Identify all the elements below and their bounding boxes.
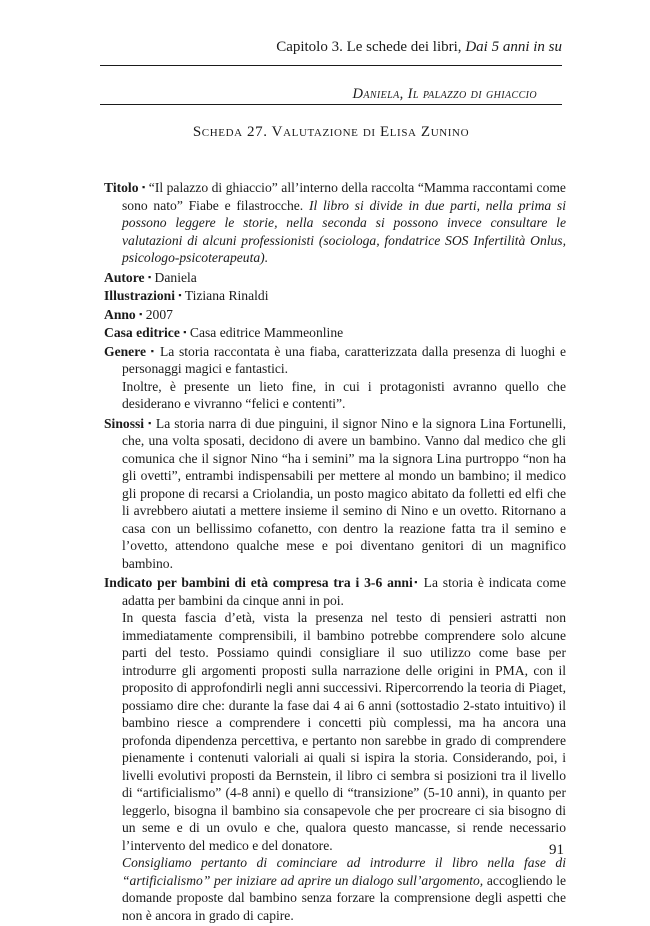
separator-bullet: ▪ <box>148 417 152 428</box>
entry-paragraph: In questa fascia d’età, vista la presenza nel testo di pensieri astratti non immediatamente comprensibili, il bambino potrebbe comprendere solo alcune parti del testo. Possiamo quindi consigliare il suo utilizzo come base per introdurre gli argomenti proposti sulla narrazione delle origini in PMA, con il proposito di approfondirli negli anni successivi. Ripercorrendo la teoria di Piaget, possiamo dire che: durante la fase dai 4 ai 6 anni (sottostadio 2-stato intuitivo) il bambino riesce a comprendere i concetti più complessi, ma ha ancora una profonda dipendenza percettiva, e pertanto non sarebbe in grado di comprendere pienamente i contenuti valoriali ai quali si ispira la storia. Considerando, poi, i livelli evolutivi proposti da Bernstein, il libro ci sembra si posizioni tra il livello di “artificialismo” (4-8 anni) e quello di “transizione” (5-10 anni), in quanto per leggerlo, bisogna il bambino sia consapevole che per procreare ci sia bisogno di un seme e di un ovulo e che, qualora questo mancasse, si rende necessario l’intervento del medico e del donatore. <box>122 610 566 853</box>
separator-bullet: ▪ <box>150 345 156 356</box>
card-title: Scheda 27. Valutazione di Elisa Zunino <box>192 124 470 140</box>
entry-text: 2007 <box>145 306 173 322</box>
book-title-rule <box>100 104 562 105</box>
entry-label: Titolo <box>104 180 139 195</box>
book-title: Daniela, Il palazzo di ghiaccio <box>352 86 537 102</box>
entry-paragraph-conclusion <box>122 854 566 924</box>
separator-bullet: ▪ <box>142 182 146 192</box>
entry-text: Tiziana Rinaldi <box>184 288 269 303</box>
entry-text-italic: Il libro si divide in due parti, nella prima si possono leggere le storie, nella seconda si possono invece consultare le valutazioni di alcuni professionisti (sociologa, fondatrice SOS Infertilità Onlus, psicologo-psicoterapeuta). <box>122 197 566 265</box>
entry-anno <box>104 306 566 324</box>
header-rule <box>100 65 562 66</box>
entry-label: Casa editrice <box>104 325 180 340</box>
entry-paragraph: Inoltre, è presente un lieto fine, in cui i protagonisti avranno quello che desiderano e vivranno “felici e contenti”. <box>122 378 566 411</box>
conclusion-italic: Consigliamo pertanto di cominciare ad introdurre il libro nella fase di “artificialismo” per iniziare ad aprire un dialogo sull’argomento, <box>122 855 566 888</box>
entry-indicato <box>104 574 566 924</box>
entry-text: La storia è indicata come adatta per bambini da cinque anni in poi. <box>122 575 566 608</box>
separator-bullet: ▪ <box>178 290 182 300</box>
running-head <box>100 39 562 56</box>
entry-label: Anno <box>104 306 136 322</box>
entry-label: Genere <box>104 343 147 359</box>
entry-label: Illustrazioni <box>104 288 175 303</box>
entry-genere <box>104 343 566 413</box>
entry-label: Sinossi <box>104 415 145 431</box>
card-body <box>104 179 566 926</box>
entry-sinossi <box>104 415 566 573</box>
entry-text: Casa editrice Mammeonline <box>189 325 344 340</box>
entry-text: La storia narra di due pinguini, il signor Nino e la signora Lina Fortunelli, che, una volta sposati, decidono di avere un bambino. Vanno dal medico che gli comunica che il signor Nino “ha i semini” ma la signora Lina purtroppo “non ha gli ovetti”, entrambi indispensabili per mettere al mondo un bambino; il medico gli propone di recarsi a Criolandia, un posto magico abitato da folletti ed elfi che li avrebbero aiutati a mettere insieme il semino di Nino e un ovetto. Ritornano a casa con un bellissimo cofanetto, con dentro la reazione fatta tra il semino e l’ovetto, attendono qualche mese e poi diventano genitori di un magnifico bambino. <box>122 415 566 571</box>
entry-titolo <box>104 179 566 267</box>
running-head-section: Dai 5 anni in su <box>465 39 562 55</box>
running-head-chapter: Capitolo 3. Le schede dei libri, <box>276 39 462 55</box>
entry-text: Daniela <box>154 269 197 285</box>
entry-text: “Il palazzo di ghiaccio” all’interno della raccolta “Mamma raccontami come sono nato” Fiabe e filastrocche. <box>122 180 566 213</box>
separator-bullet: ▪ <box>183 327 187 337</box>
entry-illustrazioni <box>104 287 566 305</box>
entry-casa-editrice <box>104 324 566 342</box>
entry-autore <box>104 269 566 287</box>
entry-label: Indicato per bambini di età compresa tra i 3-6 anni <box>104 575 413 590</box>
entry-label: Autore <box>104 269 145 285</box>
entry-text: La storia raccontata è una fiaba, caratterizzata dalla presenza di luoghi e personaggi magici e fantastici. <box>122 343 566 376</box>
separator-bullet: ▪ <box>147 271 152 282</box>
separator-bullet: ▪ <box>412 577 419 587</box>
conclusion-text: accogliendo le domande proposte dal bambino senza forzare la comprensione degli aspetti che non è ancora in grado di capire. <box>122 872 567 923</box>
page-number: 91 <box>549 842 564 858</box>
separator-bullet: ▪ <box>139 308 143 319</box>
